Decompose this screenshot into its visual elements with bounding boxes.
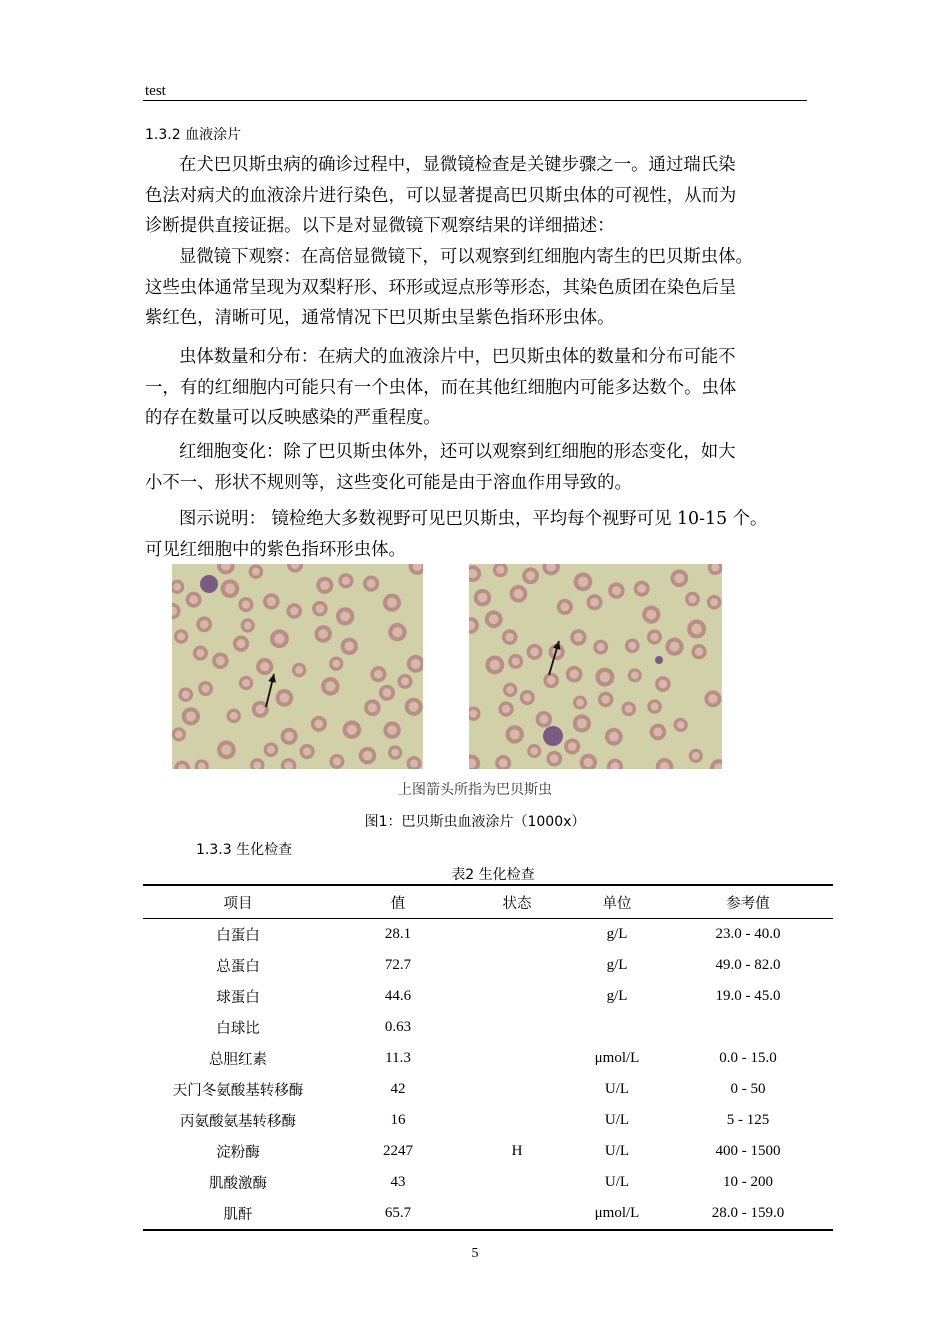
table-row	[143, 950, 833, 981]
table-row	[143, 1167, 833, 1198]
paragraph-line: 诊断提供直接证据。以下是对显微镜下观察结果的详细描述：	[145, 216, 615, 236]
cell-value: 0.63	[384, 1019, 412, 1035]
stained-cell	[543, 726, 563, 746]
cell-status	[463, 1012, 571, 1043]
cell-item: 天门冬氨酸基转移酶	[172, 1083, 304, 1099]
cell-reference: 10 - 200	[723, 1174, 773, 1190]
cell-item: 肌酐	[223, 1207, 253, 1223]
column-header: 状态	[463, 885, 571, 919]
cell-reference: 28.0 - 159.0	[711, 1205, 785, 1221]
paragraph-line: 在犬巴贝斯虫病的确诊过程中，显微镜检查是关键步骤之一。通过瑞氏染	[179, 155, 736, 175]
cell-value: 11.3	[385, 1050, 411, 1066]
cell-unit: g/L	[606, 926, 628, 942]
cell-reference: 400 - 1500	[715, 1143, 781, 1159]
cell-item: 白蛋白	[216, 928, 260, 944]
cell-status	[463, 1167, 571, 1198]
paragraph-line: 红细胞变化：除了巴贝斯虫体外，还可以观察到红细胞的形态变化，如大	[179, 442, 736, 462]
cell-item: 总蛋白	[216, 959, 260, 975]
cell-unit: U/L	[604, 1174, 630, 1190]
table-row	[143, 1136, 833, 1167]
cell-value: 44.6	[384, 988, 412, 1004]
column-header: 项目	[143, 885, 333, 919]
cell-unit: μmol/L	[594, 1205, 640, 1221]
paragraph	[145, 437, 809, 498]
cell-status	[463, 1074, 571, 1105]
cell-status: H	[511, 1143, 523, 1159]
cell-item: 总胆红素	[209, 1052, 267, 1068]
cell-status	[463, 1043, 571, 1074]
cell-unit	[571, 1012, 663, 1043]
paragraph	[145, 342, 809, 434]
table-row	[143, 1074, 833, 1105]
paragraph	[145, 242, 809, 334]
cell-item: 淀粉酶	[216, 1145, 260, 1161]
cell-unit: μmol/L	[594, 1050, 640, 1066]
cell-unit: g/L	[606, 957, 628, 973]
table-row	[143, 1043, 833, 1074]
table-row	[143, 1012, 833, 1043]
cell-reference	[663, 1012, 833, 1043]
cell-unit: U/L	[604, 1143, 630, 1159]
cell-reference: 23.0 - 40.0	[715, 926, 781, 942]
cell-reference: 49.0 - 82.0	[715, 957, 781, 973]
biochem-table	[143, 884, 833, 1231]
cell-reference: 19.0 - 45.0	[715, 988, 781, 1004]
cell-status	[463, 919, 571, 951]
cell-unit: g/L	[606, 988, 628, 1004]
paragraph-line: 紫红色，清晰可见，通常情况下巴贝斯虫呈紫色指环形虫体。	[145, 308, 615, 328]
cell-status	[463, 981, 571, 1012]
cell-status	[463, 1105, 571, 1136]
cell-value: 42	[390, 1081, 406, 1097]
cell-item: 白球比	[216, 1021, 260, 1037]
paragraph	[145, 150, 809, 242]
cell-item: 肌酸激酶	[209, 1176, 267, 1192]
cell-item: 球蛋白	[216, 990, 260, 1006]
cell-value: 43	[390, 1174, 406, 1190]
table-header-row	[143, 885, 833, 919]
cell-reference: 5 - 125	[726, 1112, 770, 1128]
paragraph-line: 的存在数量可以反映感染的严重程度。	[145, 408, 441, 428]
cell-value: 65.7	[384, 1205, 412, 1221]
cell-item: 丙氨酸氨基转移酶	[180, 1114, 296, 1130]
stained-cell	[200, 575, 218, 593]
column-header: 单位	[571, 885, 663, 919]
table-row	[143, 981, 833, 1012]
column-header: 参考值	[663, 885, 833, 919]
figure-caption: 图1：巴贝斯虫血液涂片（1000x）	[364, 814, 586, 830]
paragraph-line: 色法对病犬的血液涂片进行染色，可以显著提高巴贝斯虫体的可视性，从而为	[145, 185, 737, 206]
blood-smear-image-right	[469, 564, 722, 769]
cell-unit: U/L	[604, 1081, 630, 1097]
section-heading-1-3-3: 1.3.3 生化检查	[196, 842, 293, 858]
stained-cell	[655, 656, 663, 664]
blood-smear-image-left	[172, 564, 423, 769]
cell-reference: 0 - 50	[730, 1081, 766, 1097]
column-header: 值	[333, 885, 463, 919]
running-header: test	[145, 83, 166, 99]
paragraph-line: 图示说明： 镜检绝大多数视野可见巴贝斯虫，平均每个视野可见 10-15 个。	[179, 509, 768, 529]
paragraph-line: 可见红细胞中的紫色指环形虫体。	[145, 539, 406, 560]
table-row	[143, 1198, 833, 1230]
paragraph-line: 显微镜下观察：在高倍显微镜下，可以观察到红细胞内寄生的巴贝斯虫体。	[179, 247, 753, 267]
table-row	[143, 1105, 833, 1136]
table-title: 表2 生化检查	[451, 867, 535, 883]
cell-value: 2247	[383, 1143, 413, 1159]
section-heading-1-3-2: 1.3.2 血液涂片	[145, 127, 242, 143]
paragraph-line: 小不一、形状不规则等，这些变化可能是由于溶血作用导致的。	[145, 472, 632, 493]
page-number: 5	[471, 1246, 479, 1261]
cell-value: 28.1	[384, 926, 412, 942]
header-rule	[143, 100, 807, 101]
figure-subcaption: 上图箭头所指为巴贝斯虫	[398, 782, 552, 798]
paragraph-line: 这些虫体通常呈现为双梨籽形、环形或逗点形等形态，其染色质团在染色后呈	[145, 277, 737, 298]
paragraph	[145, 504, 809, 565]
cell-status	[463, 950, 571, 981]
cell-value: 72.7	[384, 957, 412, 973]
table-row	[143, 919, 833, 951]
cell-status	[463, 1198, 571, 1230]
paragraph-line: 虫体数量和分布：在病犬的血液涂片中，巴贝斯虫体的数量和分布可能不	[179, 347, 736, 367]
paragraph-line: 一，有的红细胞内可能只有一个虫体，而在其他红细胞内可能多达数个。虫体	[145, 377, 737, 398]
cell-unit: U/L	[604, 1112, 630, 1128]
cell-reference: 0.0 - 15.0	[719, 1050, 777, 1066]
cell-value: 16	[390, 1112, 406, 1128]
